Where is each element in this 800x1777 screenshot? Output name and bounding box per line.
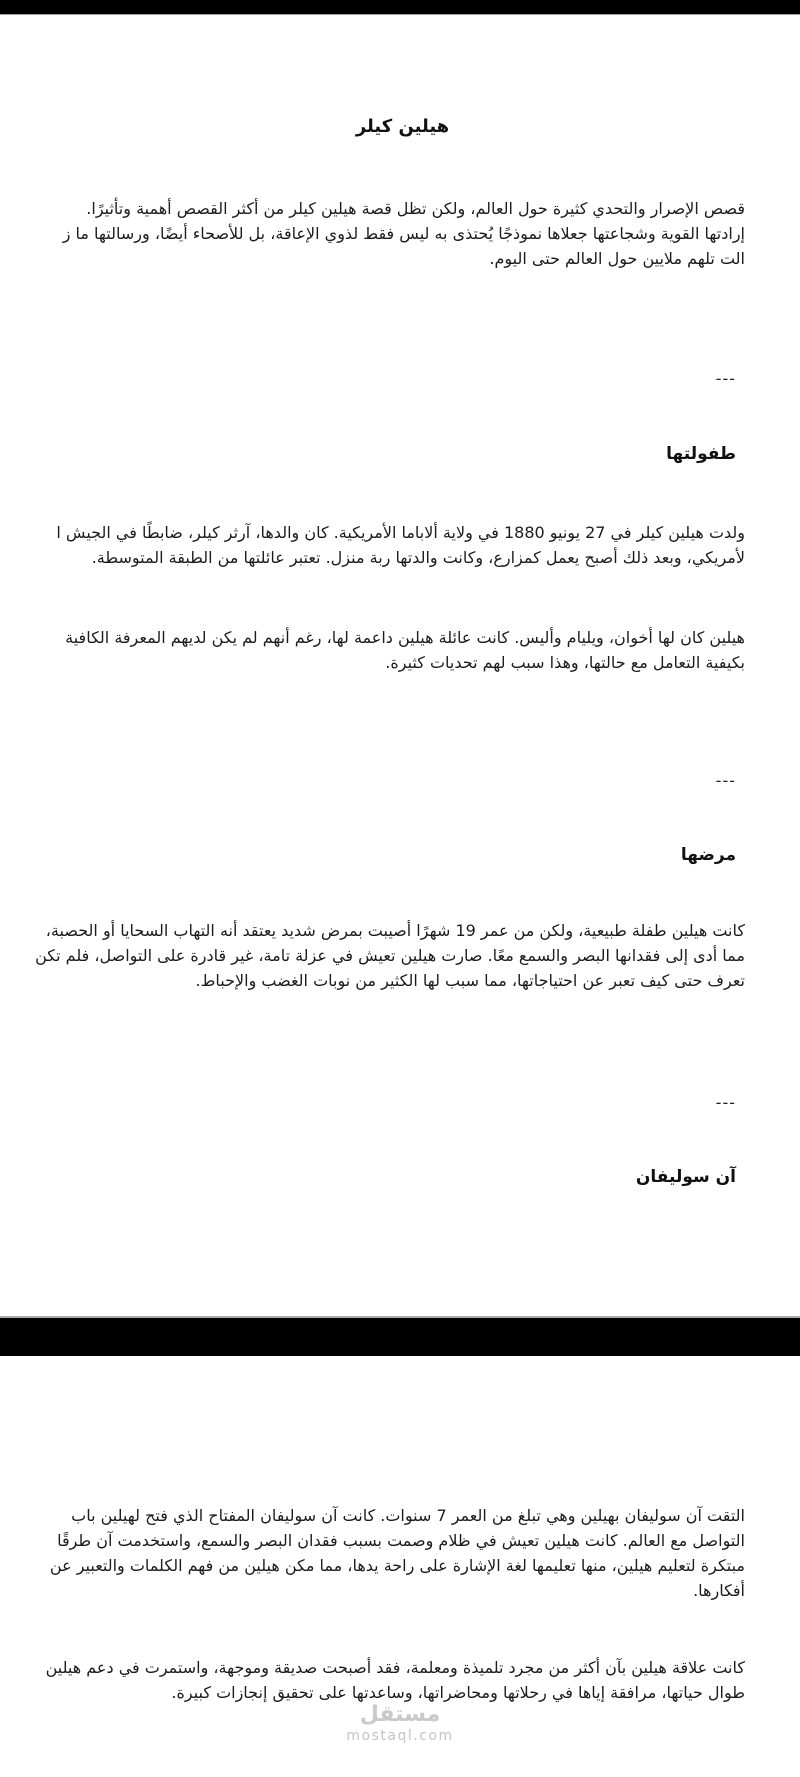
paragraph-line: تعرف حتى كيف تعبر عن احتياجاتها، مما سبب لها الكثير من نوبات الغضب والإحباط. [195, 971, 745, 990]
paragraph-line: مبتكرة لتعليم هيلين، منها تعليمها لغة الإشارة على راحة يدها، مما مكن هيلين من فهم الكلمات والتعبير عن [49, 1556, 745, 1575]
childhood-paragraph-2 [60, 625, 745, 675]
paragraph-line: التقت آن سوليفان بهيلين وهي تبلغ من العمر 7 سنوات. كانت آن سوليفان المفتاح الذي فتح لهيلين باب [71, 1506, 745, 1525]
heading-sullivan: آن سوليفان [635, 1167, 736, 1187]
childhood-paragraph-1 [56, 520, 745, 570]
paragraph-line: إرادتها القوية وشجاعتها جعلاها نموذجًا يُحتذى به ليس فقط لذوي الإعاقة، بل للأصحاء أيضًا، ورسالتها ما ز [62, 224, 745, 243]
paragraph-line: كانت علاقة هيلين بآن أكثر من مجرد تلميذة ومعلمة، فقد أصبحت صديقة وموجهة، واستمرت في دعم هيلين [45, 1658, 745, 1677]
intro-paragraph [60, 196, 745, 271]
heading-childhood: طفولتها [666, 444, 736, 464]
mostaql-watermark [0, 1702, 800, 1745]
paragraph-line: طوال حياتها، مرافقة إياها في رحلاتها ومحاضراتها، وساعدتها على تحقيق إنجازات كبيرة. [171, 1683, 745, 1702]
paragraph-line: أفكارها. [693, 1581, 745, 1600]
paragraph-line: قصص الإصرار والتحدي كثيرة حول العالم، ولكن تظل قصة هيلين كيلر من أكثر القصص أهمية وتأثيرًا. [86, 199, 745, 218]
heading-illness: مرضها [680, 845, 736, 865]
sullivan-paragraph-1 [49, 1503, 745, 1603]
page-break-black-bar [0, 1316, 800, 1356]
sullivan-paragraph-2 [45, 1655, 745, 1705]
paragraph-line: هيلين كان لها أخوان، ويليام وأليس. كانت عائلة هيلين داعمة لها، رغم أنهم لم يكن لديهم المعرفة الكافية [65, 628, 745, 647]
mostaql-domain-text: mostaql.com [346, 1728, 454, 1744]
illness-paragraph [35, 918, 745, 993]
document-title: هيلين كيلر [355, 116, 450, 137]
section-separator: --- [715, 369, 736, 388]
section-separator: --- [715, 1093, 736, 1112]
paragraph-line: مما أدى إلى فقدانها البصر والسمع معًا. صارت هيلين تعيش في عزلة تامة، غير قادرة على التواصل، فلم تكن [35, 946, 745, 965]
paragraph-line: ولدت هيلين كيلر في 27 يونيو 1880 في ولاية ألاباما الأمريكية. كان والدها، آرثر كيلر، ضابطًا في الجيش ا [56, 523, 745, 542]
paragraph-line: الت تلهم ملايين حول العالم حتى اليوم. [489, 249, 745, 268]
section-separator: --- [715, 771, 736, 790]
mostaql-logo-text: مستقل [359, 1702, 441, 1727]
paragraph-line: لأمريكي، وبعد ذلك أصبح يعمل كمزارع، وكانت والدتها ربة منزل. تعتبر عائلتها من الطبقة المتوسطة. [91, 548, 745, 567]
paragraph-line: التواصل مع العالم. كانت هيلين تعيش في ظلام وصمت بسبب فقدان البصر والسمع، واستخدمت آن طرقًا [57, 1531, 745, 1550]
paragraph-line: كانت هيلين طفلة طبيعية، ولكن من عمر 19 شهرًا أصيبت بمرض شديد يعتقد أنه التهاب السحايا أو الحصبة، [45, 921, 745, 940]
paragraph-line: بكيفية التعامل مع حالتها، وهذا سبب لهم تحديات كثيرة. [385, 653, 745, 672]
top-black-bar [0, 0, 800, 15]
